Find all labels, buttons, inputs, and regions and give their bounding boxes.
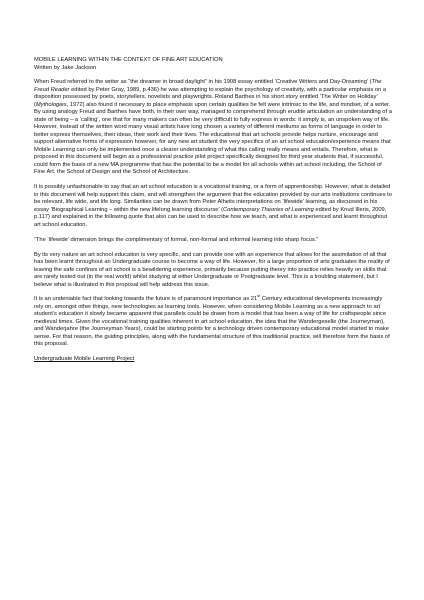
- paragraph-4-superscript: st: [257, 293, 261, 299]
- section-subheading: Undergraduate Mobile Learning Project: [34, 356, 135, 363]
- paragraph-2-text-b: edited by Knud Illeris, 2009, p.117) and explained in the following quote that also can be used to describe how we teach, and what is experienced and learnt throughout art school education.: [34, 206, 388, 228]
- paragraph-1-text-c: , 1972) also found it necessary to place emphasis upon certain qualities he felt were intrinsic to the life, and mindset, of a writer. By using analogy Freud and Barthes have both, in their own way, managed to comprehend through erudite articulation an understanding of a state of being – a ‘calling’, one that for many makers can often be very difficult to fully express in words: it simply is, an unspoken way of life. However, instead of the written word many visual artists have long chosen a variety of different mediums as forms of language in order to better express themselves, their ideas, their work and their lives. The educational that art schools provide helps nurture, encourage and support alternative forms of expression however, for any new art student the very specifics of an art school education/experience means that Mobile Learning can only be implemented once a clearer understanding of what this calling really means and entails. Therefore, what is proposed in this document will begin as a professional practice pilot project specifically designed for third year students that, if successful, could form the basis of a new MA programme that has the potential to be a model for all schools within art school including, the School of Fine Art, the School of Design and the School of Architecture.: [34, 101, 392, 176]
- paragraph-2-text-a: It is possibly unfashionable to say that an art school education is a vocational training, or a form of apprenticeship. However, what is detailed in this document will help support this claim, and will strengthen the argument that the education provided by our arts institutions continues to be relevant, life wide, and life long. Similarities can be drawn from Peter Alheits interpretations on ‘lifewide’ learning, as discussed in his essay ‘Biographical Learning – within the new lifelong learning discourse’ (: [34, 184, 392, 213]
- paragraph-4: [34, 293, 392, 349]
- paragraph-1-italic-b: Mythologies: [35, 101, 67, 108]
- paragraph-2-italic-a: Contemporary Theories of Learning: [223, 206, 314, 213]
- paragraph-4-text-b: Century educational developments increasingly rely on, amongst other things, new technologies as learning tools. However, when considering Mobile Learning as a new approach to art student’s education it slowly became apparent that parallels could be drawn from a model that has been a way of life for craftspeople since medieval times. Given the vocational training qualities inherent in art school education, the idea that the Wandergeselle (the Journeyman), and Wanderjahre (the Journeyman Years), could be starting points for a technology driven contemporary educational model started to make sense. For that reason, the guiding principles, along with the fundamental structure of this traditional practice, will therefore form the basis of this proposal.: [34, 296, 390, 348]
- document-title: MOBILE LEARNING WITHIN THE CONTEXT OF FINE ART EDUCATION: [34, 57, 223, 63]
- paragraph-1-italic-a: The Freud Reader: [34, 79, 382, 93]
- paragraph-3: By its very nature an art school education is very specific, and can provide one with an experience that allows for the assimilation of all that has been learnt throughout an Undergraduate course to become a way of life. However, for a large proportion of arts graduates the reality of leaving the safe confines of art school is a bewildering experience, primarily because putting theory into practice relies heavily on skills that are rarely tested out (in the real world) whilst studying at either Undergraduate or Postgraduate level. This is a troubling statement, but I believe what is illustrated in this proposal will help address this issue.: [34, 251, 390, 288]
- paragraph-1-text-b: edited by Peter Gray, 1989, p.436) he was attempting to explain the psychology of creativity, with a particular emphasis on a disposition possessed by poets, storytellers, novelists and playwrights. Roland Barthes in his short story entitled ‘The Writer on Holiday’ (: [34, 86, 387, 108]
- paragraph-2: [34, 184, 392, 229]
- paragraph-4-text-a: It is an undeniable fact that looking towards the future is of paramount importance as 21: [34, 296, 258, 303]
- paragraph-1-text-a: When Freud referred to the writer as “the dreamer in broad daylight” in his 1908 essay entitled ‘Creative Writers and Day-Dreaming’ (: [34, 79, 372, 86]
- paragraph-1: [34, 79, 392, 177]
- document-body: [34, 57, 392, 371]
- quote-paragraph: “The ‘lifewide’ dimension brings the complimentary of formal, non-formal and informal learning into sharp focus.”: [34, 236, 319, 243]
- document-author: Written by Jake Jackson: [34, 64, 97, 71]
